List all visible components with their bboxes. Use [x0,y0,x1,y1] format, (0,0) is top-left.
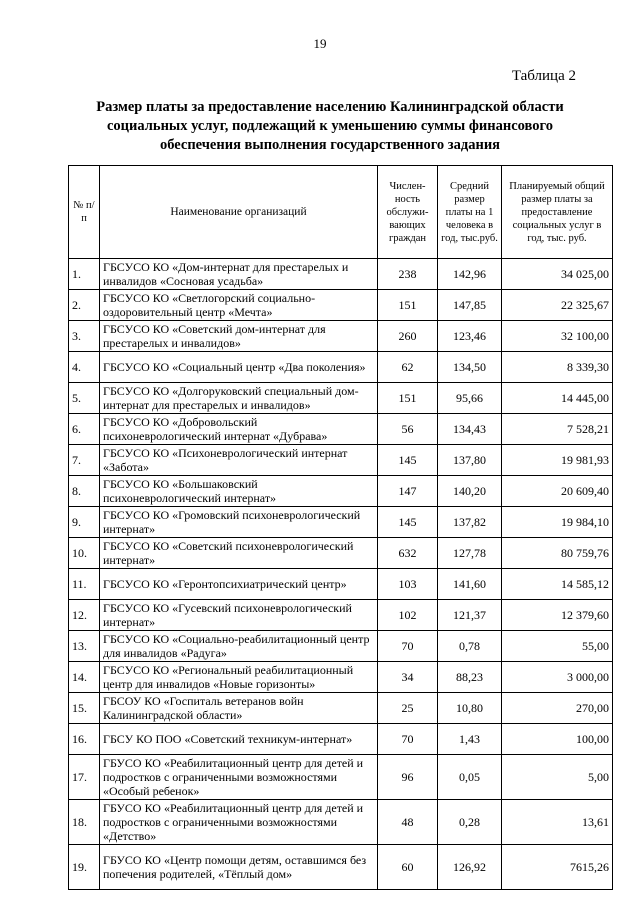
cell-total: 80 759,76 [502,538,613,569]
cell-avg: 127,78 [438,538,502,569]
header-num: № п/п [69,166,100,259]
header-name: Наименование организаций [100,166,378,259]
cell-count: 60 [378,845,438,890]
table-body [69,259,613,890]
cell-name: ГБСУСО КО «Громовский психоневрологический интернат» [100,507,378,538]
cell-num: 7. [69,445,100,476]
cell-num: 1. [69,259,100,290]
cell-total: 7615,26 [502,845,613,890]
cell-num: 14. [69,662,100,693]
cell-avg: 10,80 [438,693,502,724]
cell-count: 260 [378,321,438,352]
cell-total: 5,00 [502,755,613,800]
header-total: Планируемый общий размер платы за предоставление социальных услуг в год, тыс. руб. [502,166,613,259]
cell-total: 19 984,10 [502,507,613,538]
table-row [69,538,613,569]
cell-avg: 0,05 [438,755,502,800]
cell-name: ГБСУСО КО «Советский психоневрологический интернат» [100,538,378,569]
table-label: Таблица 2 [511,68,576,84]
table-row [69,800,613,845]
cell-name: ГБСУСО КО «Большаковский психоневрологический интернат» [100,476,378,507]
cell-avg: 123,46 [438,321,502,352]
cell-name: ГБСУСО КО «Дом-интернат для престарелых и инвалидов «Сосновая усадьба» [100,259,378,290]
cell-count: 62 [378,352,438,383]
cell-name: ГБСУСО КО «Психоневрологический интернат «Забота» [100,445,378,476]
document-title: Размер платы за предоставление населению Калининградской области социальных услуг, подлежащий к уменьшению суммы финансового обеспечения выполнения государственного задания [96,99,564,153]
cell-name: ГБСУСО КО «Советский дом-интернат для престарелых и инвалидов» [100,321,378,352]
header-avg: Средний размер платы на 1 человека в год, тыс.руб. [438,166,502,259]
cell-avg: 121,37 [438,600,502,631]
cell-count: 632 [378,538,438,569]
cell-count: 147 [378,476,438,507]
cell-count: 48 [378,800,438,845]
cell-total: 13,61 [502,800,613,845]
cell-count: 34 [378,662,438,693]
cell-count: 56 [378,414,438,445]
table-row [69,445,613,476]
cell-avg: 134,50 [438,352,502,383]
table-row [69,693,613,724]
cell-total: 55,00 [502,631,613,662]
cell-num: 6. [69,414,100,445]
cell-name: ГБСУ КО ПОО «Советский техникум-интернат» [100,724,378,755]
cell-count: 25 [378,693,438,724]
table-row [69,631,613,662]
cell-total: 7 528,21 [502,414,613,445]
cell-avg: 95,66 [438,383,502,414]
table-row [69,383,613,414]
cell-avg: 147,85 [438,290,502,321]
cell-num: 12. [69,600,100,631]
cell-total: 19 981,93 [502,445,613,476]
cell-avg: 141,60 [438,569,502,600]
cell-count: 151 [378,290,438,321]
cell-num: 18. [69,800,100,845]
cell-avg: 142,96 [438,259,502,290]
cell-avg: 88,23 [438,662,502,693]
cell-avg: 137,82 [438,507,502,538]
cell-name: ГБСУСО КО «Региональный реабилитационный центр для инвалидов «Новые горизонты» [100,662,378,693]
cell-num: 3. [69,321,100,352]
cell-num: 9. [69,507,100,538]
cell-total: 12 379,60 [502,600,613,631]
cell-count: 145 [378,445,438,476]
cell-num: 19. [69,845,100,890]
cell-name: ГБСУСО КО «Долгоруковский специальный дом-интернат для престарелых и инвалидов» [100,383,378,414]
cell-name: ГБСУСО КО «Социально-реабилитационный центр для инвалидов «Радуга» [100,631,378,662]
table-row [69,476,613,507]
cell-total: 20 609,40 [502,476,613,507]
page-number: 19 [313,36,327,51]
cell-avg: 137,80 [438,445,502,476]
cell-num: 8. [69,476,100,507]
cell-count: 96 [378,755,438,800]
table-row [69,414,613,445]
cell-avg: 1,43 [438,724,502,755]
table-row [69,569,613,600]
table-header-row [69,166,613,259]
cell-total: 14 445,00 [502,383,613,414]
cell-avg: 134,43 [438,414,502,445]
cell-count: 238 [378,259,438,290]
cell-name: ГБСОУ КО «Госпиталь ветеранов войн Калининградской области» [100,693,378,724]
cell-total: 270,00 [502,693,613,724]
table-row [69,600,613,631]
table-row [69,724,613,755]
table-row [69,755,613,800]
cell-total: 100,00 [502,724,613,755]
cell-total: 8 339,30 [502,352,613,383]
fees-table [68,165,613,890]
cell-num: 17. [69,755,100,800]
table-row [69,259,613,290]
cell-avg: 140,20 [438,476,502,507]
table-row [69,290,613,321]
table-row [69,507,613,538]
cell-num: 15. [69,693,100,724]
table-row [69,321,613,352]
cell-count: 70 [378,724,438,755]
cell-name: ГБУСО КО «Реабилитационный центр для детей и подростков с ограниченными возможностями «Детство» [100,800,378,845]
cell-name: ГБСУСО КО «Добровольский психоневрологический интернат «Дубрава» [100,414,378,445]
cell-name: ГБУСО КО «Центр помощи детям, оставшимся без попечения родителей, «Тёплый дом» [100,845,378,890]
header-count: Числен-ность обслужи-вающих граждан [378,166,438,259]
cell-name: ГБСУСО КО «Социальный центр «Два поколения» [100,352,378,383]
cell-count: 103 [378,569,438,600]
cell-total: 3 000,00 [502,662,613,693]
cell-num: 5. [69,383,100,414]
cell-avg: 126,92 [438,845,502,890]
cell-count: 102 [378,600,438,631]
cell-num: 10. [69,538,100,569]
table-row [69,352,613,383]
cell-total: 22 325,67 [502,290,613,321]
cell-num: 2. [69,290,100,321]
cell-num: 11. [69,569,100,600]
cell-name: ГБСУСО КО «Геронтопсихиатрический центр» [100,569,378,600]
cell-num: 13. [69,631,100,662]
cell-total: 14 585,12 [502,569,613,600]
cell-avg: 0,28 [438,800,502,845]
table-row [69,662,613,693]
cell-total: 34 025,00 [502,259,613,290]
cell-name: ГБСУСО КО «Светлогорский социально-оздоровительный центр «Мечта» [100,290,378,321]
table-row [69,845,613,890]
cell-total: 32 100,00 [502,321,613,352]
cell-num: 4. [69,352,100,383]
cell-count: 151 [378,383,438,414]
cell-num: 16. [69,724,100,755]
cell-count: 145 [378,507,438,538]
cell-avg: 0,78 [438,631,502,662]
cell-name: ГБУСО КО «Реабилитационный центр для детей и подростков с ограниченными возможностями «Особый ребенок» [100,755,378,800]
cell-name: ГБСУСО КО «Гусевский психоневрологический интернат» [100,600,378,631]
cell-count: 70 [378,631,438,662]
